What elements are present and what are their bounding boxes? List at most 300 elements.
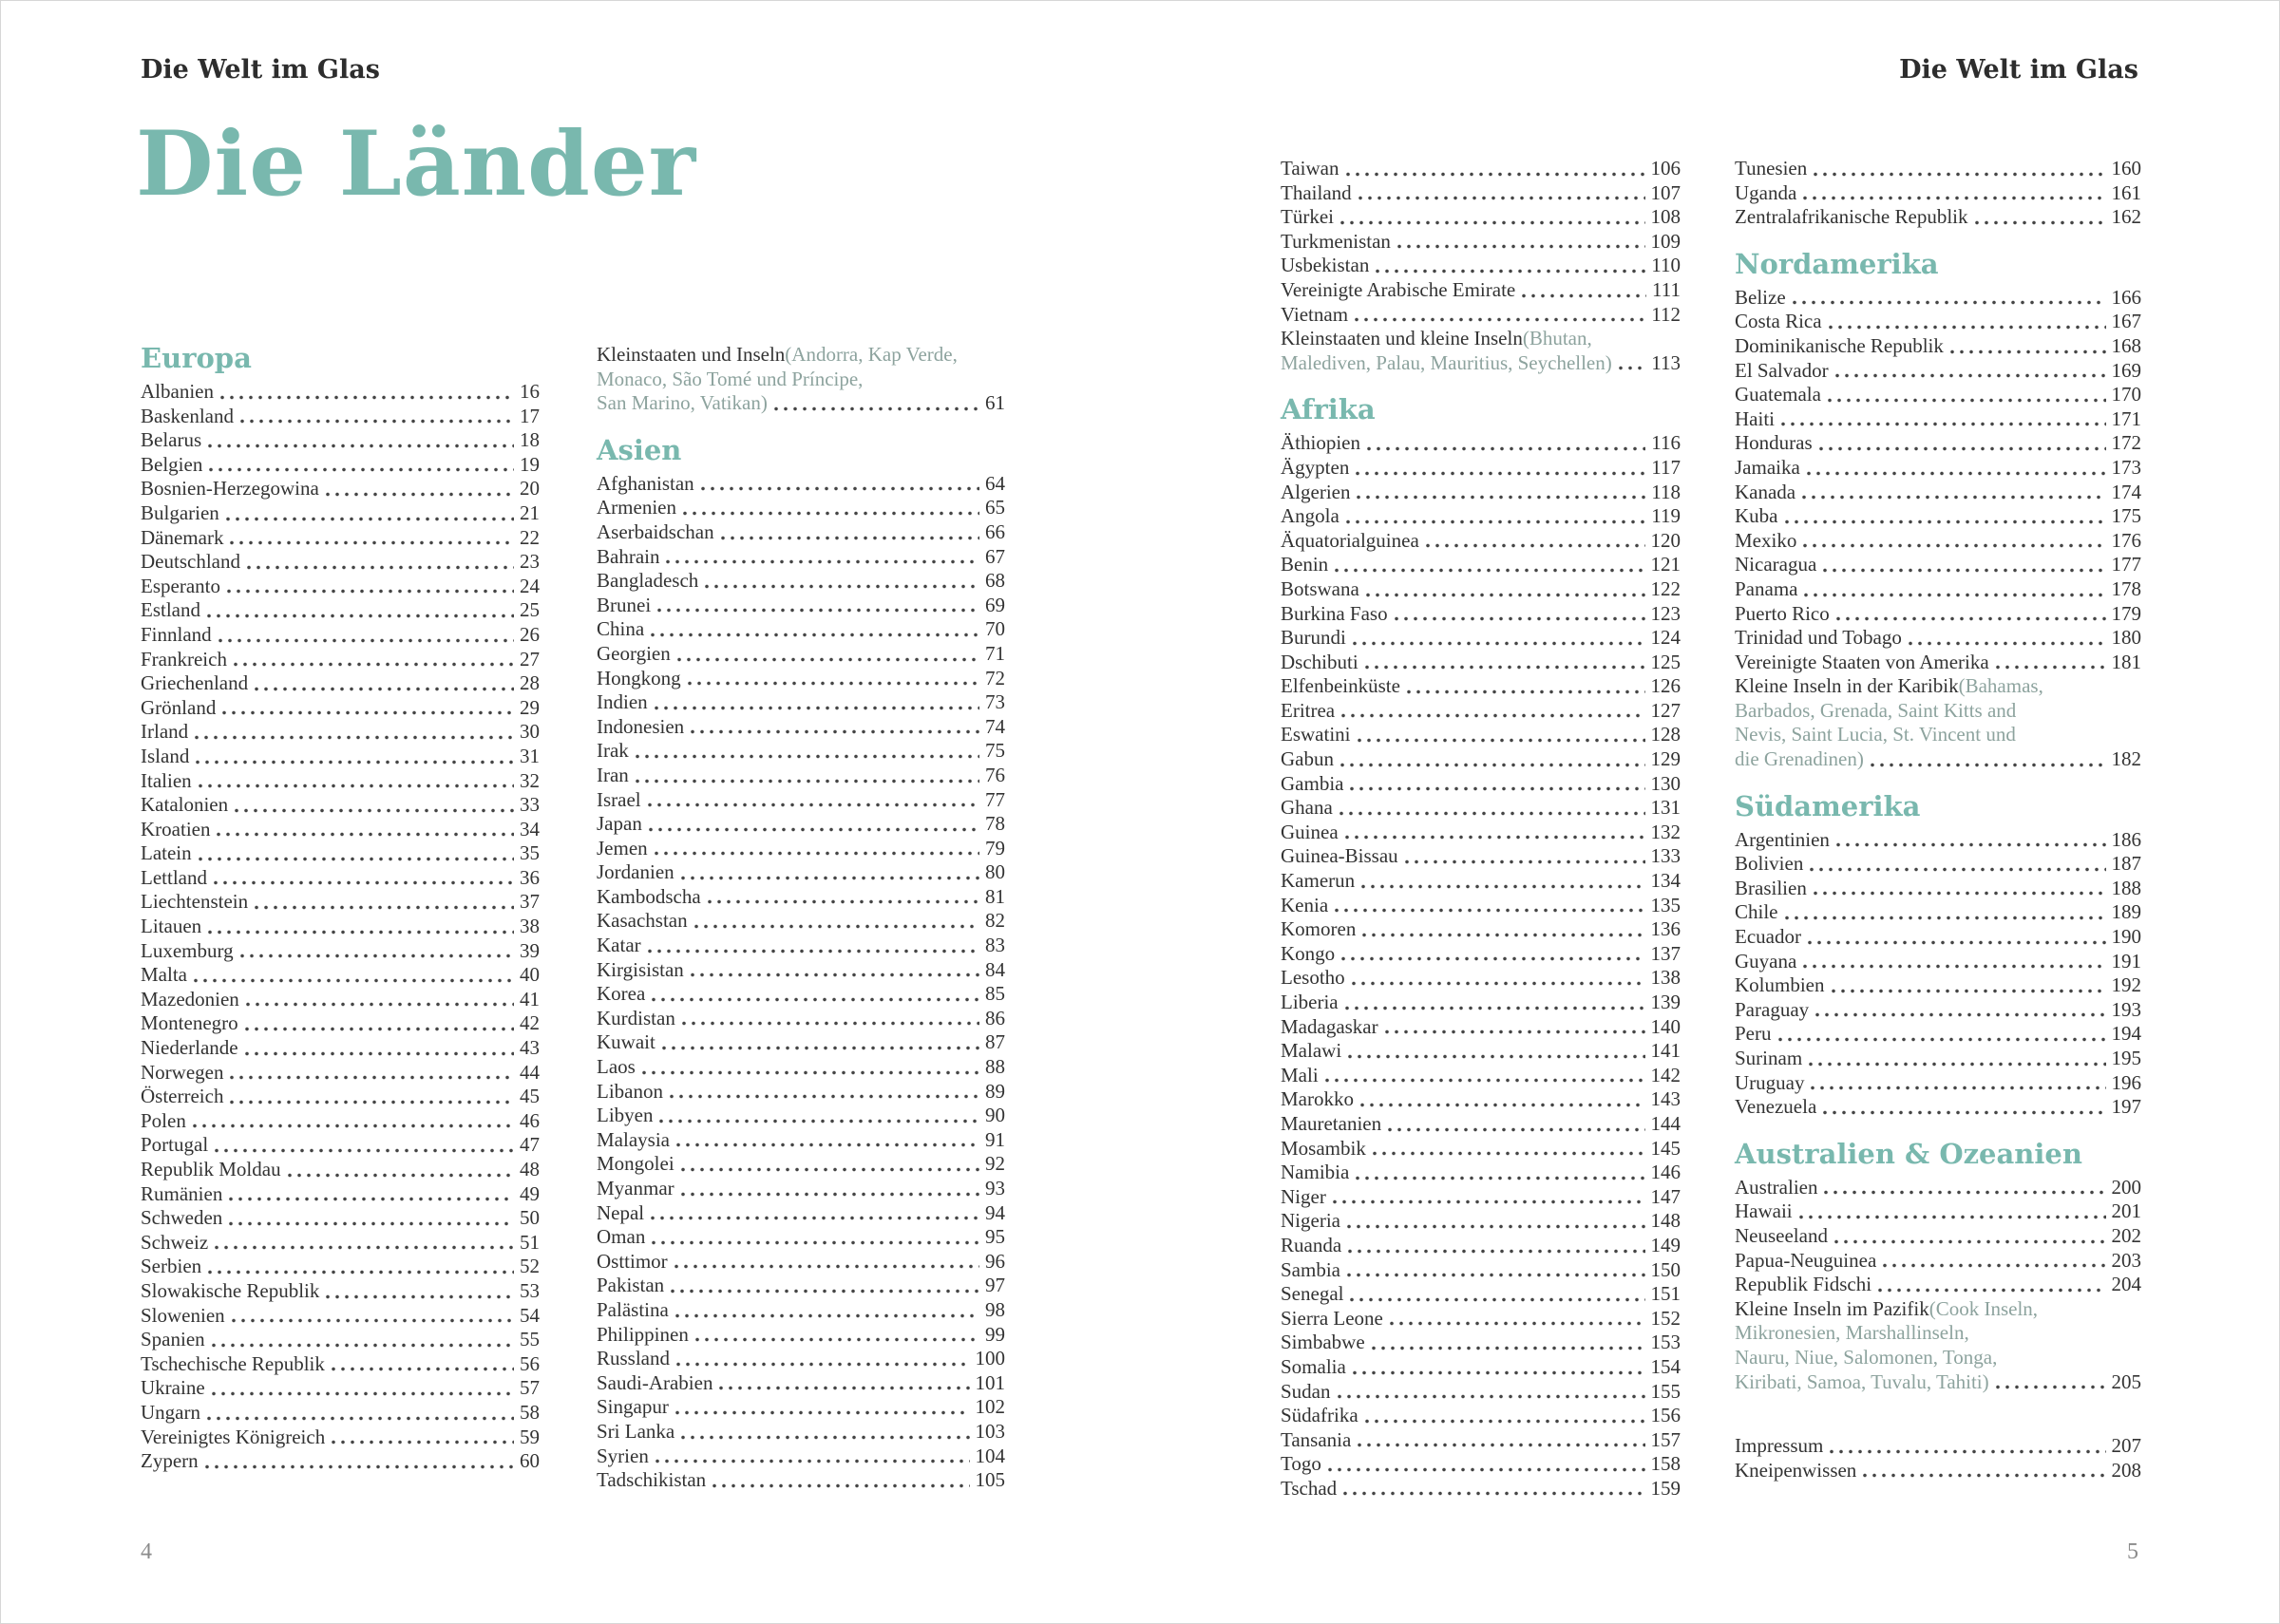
entry-label: Nepal — [597, 1200, 645, 1224]
toc-row — [141, 1206, 540, 1231]
toc-row — [1735, 205, 2141, 230]
entry-label: Syrien — [597, 1444, 649, 1467]
entry-note: Nevis, Saint Lucia, St. Vincent und — [1735, 723, 2016, 746]
entry-page: 67 — [985, 544, 1005, 568]
dot-leader — [229, 1221, 514, 1226]
dot-leader — [199, 857, 514, 861]
entry-page: 162 — [2111, 205, 2141, 229]
toc-row — [597, 1420, 1005, 1445]
entry-page: 21 — [520, 500, 540, 524]
toc-row — [1735, 577, 2141, 602]
entry-label: Hongkong — [597, 666, 681, 689]
entry-label: Guinea — [1281, 820, 1339, 843]
entry-page: 149 — [1650, 1233, 1681, 1256]
entry-label: Luxemburg — [141, 938, 234, 962]
entry-label: Dominikanische Republik — [1735, 333, 1944, 357]
toc-row — [1735, 877, 2141, 901]
entry-page: 17 — [520, 404, 540, 427]
entry-label: Ecuador — [1735, 925, 1801, 949]
entry-page: 34 — [520, 817, 540, 840]
entry-page: 175 — [2111, 504, 2141, 528]
entry-page: 109 — [1650, 229, 1681, 253]
dot-leader — [1407, 689, 1645, 694]
toc-row — [1281, 278, 1681, 303]
entry-label: Kambodscha — [597, 884, 701, 908]
toc-row — [1735, 334, 2141, 359]
entry-page: 142 — [1650, 1063, 1681, 1086]
toc-row — [597, 1225, 1005, 1250]
entry-page: 103 — [975, 1419, 1005, 1443]
dot-leader — [708, 899, 979, 904]
dot-leader — [1372, 1346, 1645, 1350]
entry-label: Vereinigte Staaten von Amerika — [1735, 650, 1989, 673]
dot-leader — [655, 706, 979, 710]
entry-page: 72 — [985, 666, 1005, 689]
entry-label: Botswana — [1281, 576, 1359, 600]
toc-row — [1735, 1022, 2141, 1047]
entry-page: 123 — [1650, 601, 1681, 625]
entry-note: Mikronesien, Marshallinseln, — [1735, 1321, 1969, 1345]
entry-label: Guyana — [1735, 949, 1797, 973]
dot-leader — [1807, 471, 2106, 476]
dot-leader — [1335, 908, 1644, 913]
toc-row — [1735, 699, 2141, 724]
toc-row — [597, 1468, 1005, 1493]
entry-label: Myanmar — [597, 1177, 674, 1199]
dot-leader — [1811, 1086, 2105, 1090]
dot-leader — [1871, 763, 2106, 767]
entry-label: Kanada — [1735, 480, 1796, 503]
toc-row — [597, 343, 1005, 368]
dot-leader — [332, 1367, 514, 1371]
dot-leader — [1832, 989, 2106, 993]
toc-row — [1735, 1224, 2141, 1249]
dot-leader — [1346, 172, 1645, 177]
entry-page: 113 — [1651, 350, 1681, 374]
toc-row — [141, 1182, 540, 1207]
toc-row — [1281, 869, 1681, 894]
entry-page: 152 — [1650, 1306, 1681, 1330]
entry-label: Jamaika — [1735, 455, 1800, 479]
entry-page: 43 — [520, 1036, 540, 1060]
entry-page: 182 — [2111, 747, 2141, 771]
entry-label: Republik Moldau — [141, 1158, 281, 1180]
dot-leader — [681, 1435, 969, 1440]
entry-label: Pakistan — [597, 1274, 665, 1297]
toc-row — [1281, 1452, 1681, 1477]
entry-note: (Bahamas, — [1958, 674, 2043, 698]
entry-label: Italien — [141, 768, 192, 792]
entry-page: 135 — [1650, 893, 1681, 916]
dot-leader — [712, 1483, 969, 1488]
dot-leader — [1355, 317, 1645, 322]
entry-page: 61 — [985, 391, 1005, 415]
entry-page: 105 — [975, 1468, 1005, 1492]
entry-page: 194 — [2111, 1022, 2141, 1046]
toc-row — [597, 764, 1005, 788]
entry-label: Bangladesch — [597, 569, 699, 593]
entry-label: Spanien — [141, 1328, 205, 1351]
dot-leader — [1333, 1199, 1645, 1204]
toc-row — [1281, 699, 1681, 724]
entry-page: 169 — [2111, 358, 2141, 382]
entry-label: Libyen — [597, 1104, 654, 1127]
entry-page: 101 — [975, 1370, 1005, 1394]
toc-row — [141, 1255, 540, 1279]
entry-label: Belize — [1735, 285, 1786, 309]
dot-leader — [1340, 220, 1645, 225]
entry-page: 201 — [2111, 1199, 2141, 1223]
entry-label: Elfenbeinküste — [1281, 674, 1400, 698]
entry-label: Vereinigte Arabische Emirate — [1281, 277, 1516, 301]
entry-page: 150 — [1650, 1257, 1681, 1281]
entry-label: Neuseeland — [1735, 1223, 1828, 1247]
dot-leader — [245, 1027, 514, 1031]
toc-row — [141, 453, 540, 478]
toc-row — [597, 1080, 1005, 1105]
toc-row — [1735, 1199, 2141, 1224]
dot-leader — [642, 1070, 979, 1075]
entry-page: 23 — [520, 550, 540, 574]
entry-page: 151 — [1650, 1282, 1681, 1306]
toc-row — [597, 885, 1005, 910]
dot-leader — [662, 1046, 979, 1050]
entry-page: 126 — [1650, 674, 1681, 698]
entry-label: Panama — [1735, 576, 1798, 600]
dot-leader — [1365, 665, 1645, 670]
entry-label: Jordanien — [597, 860, 674, 884]
dot-leader — [688, 681, 979, 686]
toc-row — [141, 575, 540, 599]
entry-page: 92 — [985, 1152, 1005, 1176]
toc-row — [597, 788, 1005, 813]
toc-row — [1281, 674, 1681, 699]
dot-leader — [656, 1459, 970, 1463]
entry-label: Indien — [597, 690, 648, 714]
toc-row — [141, 1279, 540, 1304]
dot-leader — [1802, 495, 2105, 500]
toc-row — [1735, 950, 2141, 974]
toc-row — [1281, 1112, 1681, 1137]
dot-leader — [1803, 196, 2105, 200]
entry-page: 122 — [1650, 576, 1681, 600]
dot-leader — [1335, 568, 1644, 573]
dot-leader — [1863, 1473, 2105, 1478]
entry-label: Baskenland — [141, 404, 234, 427]
toc-row — [1281, 821, 1681, 845]
entry-label: Afghanistan — [597, 471, 694, 495]
entry-page: 195 — [2111, 1047, 2141, 1069]
toc-row — [141, 963, 540, 988]
toc-row — [141, 648, 540, 672]
entry-label: Australien — [1735, 1175, 1818, 1199]
entry-label: Surinam — [1735, 1047, 1803, 1069]
entry-page: 118 — [1651, 480, 1681, 503]
entry-label: Irak — [597, 739, 629, 763]
entry-label: Kuwait — [597, 1030, 656, 1054]
dot-leader — [326, 1294, 514, 1299]
toc-row — [1281, 181, 1681, 206]
toc-row — [141, 477, 540, 501]
entry-page: 16 — [520, 380, 540, 403]
entry-page: 71 — [985, 641, 1005, 665]
toc-row — [1281, 431, 1681, 456]
dot-leader — [230, 540, 514, 545]
toc-row — [141, 1133, 540, 1158]
entry-page: 85 — [985, 982, 1005, 1006]
entry-page: 20 — [520, 477, 540, 500]
entry-page: 157 — [1650, 1427, 1681, 1451]
dot-leader — [193, 1124, 514, 1128]
toc-row — [1735, 181, 2141, 206]
entry-page: 197 — [2111, 1095, 2141, 1119]
entry-page: 76 — [985, 763, 1005, 786]
entry-label: Lettland — [141, 865, 207, 889]
toc-row — [597, 1395, 1005, 1420]
dot-leader — [1353, 1370, 1645, 1375]
dot-leader — [651, 1216, 979, 1220]
entry-page: 95 — [985, 1225, 1005, 1249]
entry-page: 181 — [2111, 650, 2141, 673]
dot-leader — [1619, 366, 1646, 370]
entry-label: Togo — [1281, 1452, 1321, 1476]
entry-label: Kamerun — [1281, 869, 1356, 893]
entry-page: 24 — [520, 574, 540, 597]
dot-leader — [1343, 1491, 1644, 1496]
toc-row — [141, 1061, 540, 1086]
entry-note: (Bhutan, — [1522, 327, 1592, 350]
toc-row — [141, 1231, 540, 1256]
dot-leader — [1352, 981, 1645, 986]
toc-row — [141, 1158, 540, 1182]
toc-row — [1281, 481, 1681, 505]
dot-leader — [1366, 593, 1645, 597]
dot-leader — [230, 1075, 514, 1080]
toc-row — [597, 909, 1005, 934]
dot-leader — [1799, 1215, 2106, 1219]
entry-page: 90 — [985, 1104, 1005, 1127]
entry-page: 176 — [2111, 528, 2141, 552]
toc-row — [1735, 383, 2141, 407]
entry-page: 98 — [985, 1297, 1005, 1321]
entry-page: 158 — [1650, 1452, 1681, 1476]
toc-row — [597, 934, 1005, 958]
entry-label: Tschad — [1281, 1476, 1338, 1500]
toc-row — [1735, 1071, 2141, 1096]
dot-leader — [220, 395, 514, 400]
entry-page: 83 — [985, 934, 1005, 957]
toc-row — [597, 958, 1005, 983]
entry-page: 50 — [520, 1206, 540, 1230]
entry-label: Sambia — [1281, 1257, 1340, 1281]
entry-page: 159 — [1650, 1476, 1681, 1500]
entry-label: Polen — [141, 1108, 186, 1132]
entry-page: 93 — [985, 1177, 1005, 1199]
dot-leader — [1883, 1263, 2105, 1268]
entry-page: 60 — [520, 1449, 540, 1473]
entry-page: 108 — [1650, 205, 1681, 229]
entry-label: Finnland — [141, 622, 212, 646]
toc-row — [141, 1352, 540, 1377]
toc-row — [1735, 1370, 2141, 1395]
dot-leader — [1819, 446, 2106, 451]
entry-label: Gabun — [1281, 747, 1334, 771]
entry-page: 203 — [2111, 1248, 2141, 1272]
page-number-left: 4 — [141, 1539, 152, 1564]
toc-row — [1735, 157, 2141, 181]
page-number-right: 5 — [2127, 1539, 2138, 1564]
toc-row — [1281, 303, 1681, 328]
entry-label: Kleine Inseln im Pazifik — [1735, 1296, 1929, 1320]
entry-label: Tansania — [1281, 1427, 1352, 1451]
toc-row — [1281, 1137, 1681, 1161]
entry-label: Kneipenwissen — [1735, 1458, 1857, 1482]
dot-leader — [246, 1002, 514, 1007]
toc-row — [1281, 157, 1681, 181]
entry-page: 129 — [1650, 747, 1681, 771]
toc-row — [1735, 973, 2141, 998]
toc-row — [597, 1445, 1005, 1469]
entry-label: Saudi-Arabien — [597, 1370, 713, 1394]
entry-page: 147 — [1650, 1184, 1681, 1208]
dot-leader — [1328, 1467, 1645, 1472]
dot-leader — [1397, 244, 1645, 249]
dot-leader — [215, 1148, 514, 1153]
entry-page: 132 — [1650, 820, 1681, 843]
entry-label: Kolumbien — [1735, 973, 1825, 997]
dot-leader — [675, 1313, 979, 1318]
toc-row — [597, 545, 1005, 570]
entry-label: Kenia — [1281, 893, 1329, 916]
dot-leader — [649, 827, 979, 832]
dot-leader — [676, 1142, 979, 1147]
dot-leader — [1950, 349, 2106, 354]
entry-label: Puerto Rico — [1735, 601, 1830, 625]
dot-leader — [671, 1289, 979, 1294]
entry-page: 204 — [2111, 1273, 2141, 1296]
toc-row — [1735, 1434, 2141, 1459]
dot-leader — [657, 608, 979, 613]
entry-page: 49 — [520, 1181, 540, 1205]
toc-row — [597, 569, 1005, 594]
toc-column-2 — [597, 343, 1005, 1493]
entry-page: 131 — [1650, 796, 1681, 820]
entry-label: Bulgarien — [141, 500, 219, 524]
toc-row — [141, 598, 540, 623]
entry-page: 137 — [1650, 941, 1681, 965]
toc-row — [597, 1152, 1005, 1177]
entry-label: Litauen — [141, 915, 202, 938]
entry-label: Usbekistan — [1281, 254, 1370, 277]
entry-label: Kurdistan — [597, 1006, 675, 1029]
toc-row — [1281, 254, 1681, 278]
entry-label: Kasachstan — [597, 909, 688, 933]
entry-label: Tadschikistan — [597, 1468, 707, 1492]
entry-label: Portugal — [141, 1133, 209, 1157]
dot-leader — [1350, 786, 1644, 791]
entry-page: 161 — [2111, 180, 2141, 204]
dot-leader — [705, 584, 979, 589]
toc-row — [1735, 553, 2141, 577]
dot-leader — [227, 589, 514, 594]
dot-leader — [1388, 1127, 1644, 1132]
entry-label: Somalia — [1281, 1354, 1346, 1378]
entry-label: Rumänien — [141, 1181, 223, 1205]
entry-page: 47 — [520, 1133, 540, 1157]
toc-row — [597, 1030, 1005, 1055]
dot-leader — [694, 924, 979, 929]
toc-row — [1735, 431, 2141, 456]
toc-row — [1735, 1346, 2141, 1370]
dot-leader — [288, 1173, 514, 1178]
entry-page: 174 — [2111, 480, 2141, 503]
dot-leader — [1373, 1151, 1645, 1156]
dot-leader — [196, 760, 514, 765]
entry-page: 38 — [520, 915, 540, 938]
entry-note: San Marino, Vatikan) — [597, 391, 768, 415]
entry-label: Vereinigtes Königreich — [141, 1425, 326, 1448]
entry-label: Angola — [1281, 504, 1340, 528]
entry-page: 117 — [1651, 455, 1681, 479]
entry-page: 36 — [520, 865, 540, 889]
toc-row — [141, 915, 540, 939]
entry-page: 143 — [1650, 1087, 1681, 1111]
entry-label: Madagaskar — [1281, 1014, 1378, 1038]
entry-label: Burundi — [1281, 626, 1346, 650]
toc-row — [1281, 991, 1681, 1015]
dot-leader — [677, 657, 979, 662]
toc-row — [597, 520, 1005, 545]
entry-label: Belgien — [141, 452, 203, 476]
toc-row — [1735, 852, 2141, 877]
entry-page: 45 — [520, 1085, 540, 1108]
dot-leader — [1376, 269, 1645, 274]
dot-leader — [648, 949, 979, 954]
entry-page: 146 — [1650, 1161, 1681, 1184]
dot-leader — [666, 559, 979, 564]
toc-row — [141, 1401, 540, 1426]
toc-row — [1281, 1209, 1681, 1234]
section-header: Australien & Ozeanien — [1735, 1137, 2082, 1170]
entry-label: Kleine Inseln in der Karibik — [1735, 674, 1959, 698]
toc-row — [597, 391, 1005, 416]
dot-leader — [226, 517, 514, 521]
entry-page: 200 — [2111, 1175, 2141, 1199]
dot-leader — [1878, 1288, 2105, 1293]
entry-label: Mongolei — [597, 1152, 674, 1176]
entry-page: 33 — [520, 793, 540, 817]
dot-leader — [1390, 1321, 1645, 1326]
dot-leader — [695, 1337, 979, 1342]
entry-label: Schweden — [141, 1206, 223, 1230]
entry-page: 41 — [520, 987, 540, 1010]
toc-row — [1735, 925, 2141, 950]
entry-page: 166 — [2111, 285, 2141, 309]
entry-page: 44 — [520, 1060, 540, 1084]
dot-leader — [1836, 842, 2106, 847]
toc-row — [1735, 747, 2141, 772]
dot-leader — [1360, 1103, 1645, 1107]
entry-label: Ghana — [1281, 796, 1333, 820]
dot-leader — [1356, 1176, 1644, 1180]
dot-leader — [218, 638, 514, 643]
dot-leader — [1358, 1443, 1644, 1447]
toc-row — [1735, 359, 2141, 384]
dot-leader — [1385, 1029, 1645, 1034]
toc-row — [1281, 1282, 1681, 1307]
entry-page: 160 — [2111, 157, 2141, 179]
toc-row — [597, 496, 1005, 520]
